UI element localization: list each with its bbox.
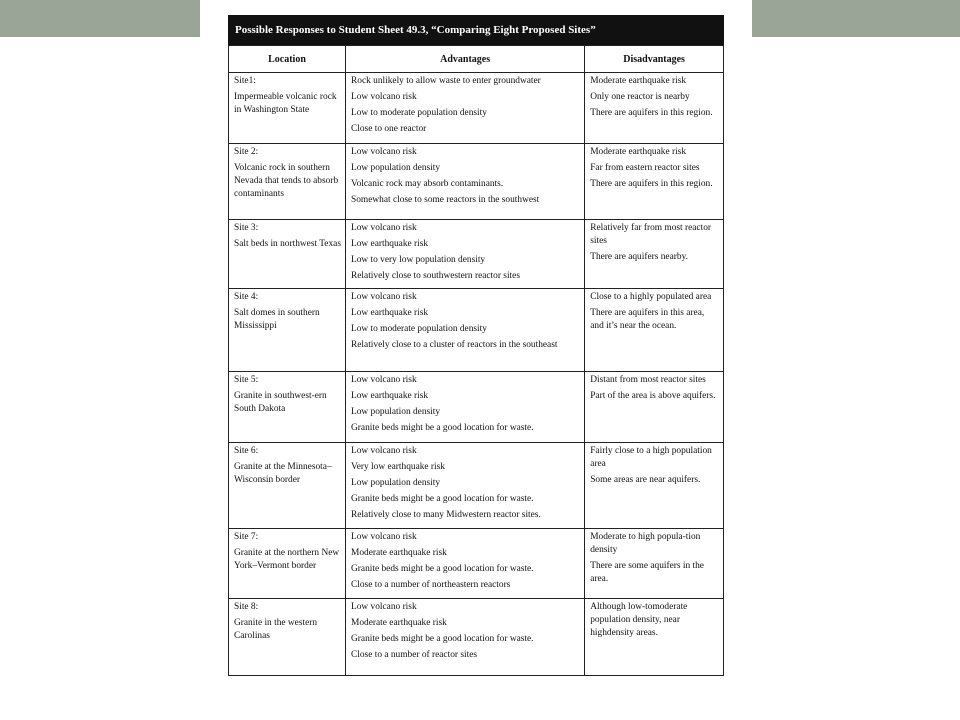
table-row (229, 599, 724, 676)
table-row (229, 220, 724, 289)
disadvantage-item: There are aquifers in this region. (590, 179, 713, 189)
disadvantage-item: Close to a highly populated area (590, 292, 712, 302)
advantages-column-header: Advantages (346, 46, 585, 73)
advantage-item: Low volcano risk (351, 375, 417, 385)
disadvantages-cell (585, 220, 724, 289)
advantages-cell (346, 220, 585, 289)
advantage-item: Low population density (351, 163, 441, 173)
location-cell (229, 144, 346, 220)
disadvantage-item: Relatively far from most reactor sites (590, 223, 712, 246)
location-cell (229, 599, 346, 676)
site-description: Impermeable volcanic rock in Washington State (234, 92, 337, 115)
advantage-item: Low earthquake risk (351, 239, 429, 249)
disadvantage-item: There are aquifers in this area, and it’s near the ocean. (590, 308, 705, 331)
advantage-item: Close to a number of northeastern reactors (351, 580, 511, 590)
advantage-item: Granite beds might be a good location for waste. (351, 494, 534, 504)
advantage-item: Low population density (351, 407, 441, 417)
site-comparison-table (228, 45, 724, 676)
site-label: Site1: (234, 76, 256, 86)
table-row (229, 529, 724, 599)
advantage-item: Moderate earthquake risk (351, 548, 447, 558)
advantage-item: Low population density (351, 478, 441, 488)
slide-accent-bar-right (752, 0, 960, 37)
advantages-cell (346, 443, 585, 529)
site-description: Granite at the Minnesota–Wisconsin border (234, 462, 332, 485)
advantages-cell (346, 599, 585, 676)
advantages-cell (346, 372, 585, 443)
advantage-item: Low to moderate population density (351, 108, 487, 118)
advantage-item: Low to very low population density (351, 255, 486, 265)
site-comparison-document (228, 15, 724, 676)
table-row (229, 289, 724, 372)
advantage-item: Low earthquake risk (351, 308, 429, 318)
disadvantage-item: Although low-tomoderate population density, near highdensity areas. (590, 602, 688, 638)
advantage-item: Low volcano risk (351, 223, 417, 233)
advantage-item: Granite beds might be a good location for waste. (351, 564, 534, 574)
disadvantage-item: Distant from most reactor sites (590, 375, 706, 385)
site-label: Site 3: (234, 223, 259, 233)
disadvantage-item: Moderate earthquake risk (590, 76, 687, 86)
site-label: Site 4: (234, 292, 259, 302)
disadvantages-cell (585, 73, 724, 144)
table-row (229, 443, 724, 529)
advantage-item: Relatively close to southwestern reactor sites (351, 271, 520, 281)
disadvantages-cell (585, 144, 724, 220)
advantage-item: Close to one reactor (351, 124, 427, 134)
disadvantage-item: Some areas are near aquifers. (590, 475, 701, 485)
table-row (229, 73, 724, 144)
disadvantage-item: There are aquifers nearby. (590, 252, 688, 262)
disadvantage-item: Far from eastern reactor sites (590, 163, 700, 173)
site-label: Site 8: (234, 602, 259, 612)
site-description: Salt beds in northwest Texas (234, 239, 341, 249)
site-label: Site 2: (234, 147, 259, 157)
advantages-cell (346, 73, 585, 144)
disadvantage-item: Part of the area is above aquifers. (590, 391, 716, 401)
disadvantages-cell (585, 372, 724, 443)
disadvantages-cell (585, 289, 724, 372)
advantage-item: Moderate earthquake risk (351, 618, 447, 628)
disadvantage-item: Fairly close to a high population area (590, 446, 712, 469)
location-cell (229, 529, 346, 599)
advantage-item: Relatively close to many Midwestern reactor sites. (351, 510, 541, 520)
site-label: Site 6: (234, 446, 259, 456)
disadvantage-item: There are aquifers in this region. (590, 108, 713, 118)
disadvantage-item: There are some aquifers in the area. (590, 561, 704, 584)
advantage-item: Low volcano risk (351, 532, 417, 542)
disadvantages-cell (585, 443, 724, 529)
advantage-item: Low earthquake risk (351, 391, 429, 401)
advantages-cell (346, 289, 585, 372)
location-cell (229, 289, 346, 372)
advantage-item: Close to a number of reactor sites (351, 650, 478, 660)
location-cell (229, 372, 346, 443)
location-cell (229, 220, 346, 289)
advantages-cell (346, 144, 585, 220)
table-row (229, 372, 724, 443)
site-label: Site 5: (234, 375, 259, 385)
advantages-cell (346, 529, 585, 599)
advantage-item: Low volcano risk (351, 292, 417, 302)
disadvantage-item: Moderate to high popula-tion density (590, 532, 701, 555)
disadvantages-cell (585, 529, 724, 599)
advantage-item: Low volcano risk (351, 92, 417, 102)
location-cell (229, 443, 346, 529)
document-title: Possible Responses to Student Sheet 49.3, “Comparing Eight Proposed Sites” (228, 15, 724, 45)
site-description: Granite in the western Carolinas (234, 618, 318, 641)
location-cell (229, 73, 346, 144)
site-description: Salt domes in southern Mississippi (234, 308, 320, 331)
advantage-item: Low to moderate population density (351, 324, 487, 334)
advantage-item: Low volcano risk (351, 602, 417, 612)
slide-accent-bar-left (0, 0, 200, 37)
table-header-row (229, 46, 724, 73)
location-column-header: Location (229, 46, 346, 73)
advantage-item: Relatively close to a cluster of reactors in the southeast (351, 340, 558, 350)
disadvantage-item: Moderate earthquake risk (590, 147, 687, 157)
advantage-item: Somewhat close to some reactors in the southwest (351, 195, 540, 205)
disadvantage-item: Only one reactor is nearby (590, 92, 690, 102)
disadvantages-column-header: Disadvantages (585, 46, 724, 73)
advantage-item: Low volcano risk (351, 147, 417, 157)
site-label: Site 7: (234, 532, 259, 542)
site-description: Volcanic rock in southern Nevada that tends to absorb contaminants (234, 163, 339, 199)
site-description: Granite at the northern New York–Vermont border (234, 548, 340, 571)
disadvantages-cell (585, 599, 724, 676)
advantage-item: Granite beds might be a good location for waste. (351, 423, 534, 433)
advantage-item: Volcanic rock may absorb contaminants. (351, 179, 504, 189)
advantage-item: Low volcano risk (351, 446, 417, 456)
site-description: Granite in southwest-ern South Dakota (234, 391, 327, 414)
table-row (229, 144, 724, 220)
advantage-item: Granite beds might be a good location for waste. (351, 634, 534, 644)
advantage-item: Very low earthquake risk (351, 462, 445, 472)
advantage-item: Rock unlikely to allow waste to enter groundwater (351, 76, 541, 86)
